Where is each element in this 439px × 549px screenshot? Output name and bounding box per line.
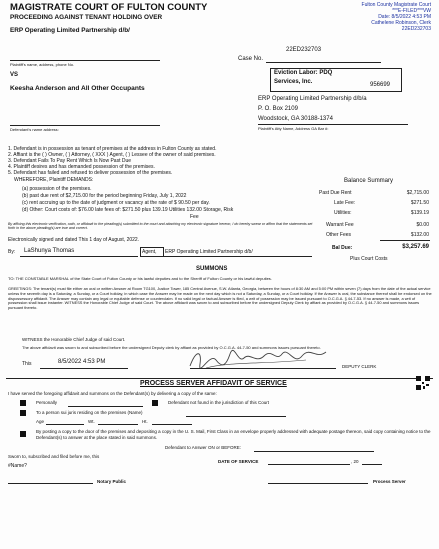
eviction-labor-line-1: Eviction Labor: PDQ	[274, 70, 333, 76]
not-found-label: Defendant not found in the jurisdiction of this Court	[168, 400, 270, 405]
case-number-label: Case No.	[238, 56, 264, 62]
summons-greetings: GREETINGS: The tenant(s) must file either an oral or written Answer at Room TG100, Justice Tower, 185 Central Avenue, S.W. Atlanta, Georgia, between the hours of 8:30 AM and 5:00 PM within seven (7) days from the date of the actual service unless the seventh day is a Saturday, a Sunday, or a Court holiday, in which case the Answer may be made on the next day which is not a Saturday, a Sunday, or a Court holiday. If the Answer is oral, the substance thereof shall be endorsed on the dispossessory affidavit. The Answer may contain any legal or equitable defense or counterclaim. If no valid legal or factual Answer is filed, a writ of possession may be issued pursuant to O.C.G.A. § 44-7-53. If no answer is made, a writ of possession shall issue instanter. WITNESS the Honorable Chief Judge of said Court. The above affidavit was sworn to and subscribed before the undersigned Deputy Clerk by affiant as provided by O.C.G.A. § 44-7-50 and summons issues pursuant thereto.	[8, 286, 432, 311]
process-server-intro: I have served the foregoing affidavit and summons on the Defendant(s) by delivering a copy of the same:	[8, 391, 217, 396]
plaintiff-address-line-1: ERP Operating Limited Partnership d/b/a	[258, 96, 367, 102]
year-rule	[362, 464, 382, 465]
agent-label: Agent,	[142, 249, 157, 255]
defendant-rule	[10, 125, 160, 126]
balance-due-value: $3,257.69	[402, 244, 429, 250]
balance-label-1: Past Due Rent	[319, 190, 352, 196]
plaintiff-sub-label: Plaintiff's name, address, phone No.	[10, 62, 75, 67]
personally-checkbox[interactable]	[20, 400, 26, 406]
balance-label-4: Warrant Fee	[326, 222, 354, 228]
deputy-clerk-label: DEPUTY CLERK	[342, 364, 377, 369]
date-of-service-label: DATE OF SERVICE	[218, 459, 259, 464]
demand-d: (d) Other: Court costs of: $76.00 late fees of: $271.50 plus 139.19 Utilities 132.00 Storage, Risk	[22, 207, 234, 213]
balance-label-3: Utilities:	[334, 210, 352, 216]
summons-witness: WITNESS the Honorable Chief Judge of said Court.	[22, 337, 126, 342]
defendant-sub-label: Defendant's name address:	[10, 127, 59, 132]
vs-label: VS	[10, 72, 19, 78]
balance-value-2: $271.50	[410, 200, 429, 206]
personally-rule	[68, 406, 143, 407]
efile-line-1: Fulton County Magistrate Court	[361, 2, 431, 8]
balance-label-5: Other Fees	[326, 232, 352, 238]
wt-label: Wt.	[88, 419, 95, 424]
date-of-service-rule	[268, 464, 350, 465]
plaintiff-name: ERP Operating Limited Partnership d/b/	[10, 27, 130, 34]
balance-label-2: Late Fee:	[334, 200, 356, 206]
efile-stamp	[362, 2, 431, 32]
agent-rule	[164, 256, 312, 257]
deputy-clerk-rule	[190, 368, 336, 369]
efile-line-4: Cathelene Robinson, Clerk	[371, 20, 431, 26]
allegation-5: 5. Defendant has failed and refused to deliver possession of the premises.	[8, 170, 173, 176]
allegations-list	[8, 146, 216, 176]
age-label: Age	[36, 419, 45, 424]
posting-checkbox[interactable]	[20, 431, 26, 437]
summons-sworn: The above affidavit was sworn to and subscribed before the undersigned Deputy clerk by affiant as provided by O.C.G.A. 44-7-50 and summons issues pursuant thereto.	[22, 345, 321, 350]
demands-intro: WHEREFORE, Plaintiff DEMANDS:	[14, 177, 94, 183]
not-found-checkbox[interactable]	[152, 400, 158, 406]
allegation-4: 4. Plaintiff desires and has demanded possession of the premises.	[8, 164, 155, 170]
case-number-value: 22ED232703	[286, 47, 322, 53]
sui-juris-rule	[186, 416, 286, 417]
section-divider	[6, 378, 433, 379]
demand-a: (a) possession of the premises.	[22, 186, 92, 192]
proceeding-title: PROCEEDING AGAINST TENANT HOLDING OVER	[10, 14, 163, 21]
demand-c: (c) rent accruing up to the date of judgment or vacancy at the rate of $ 90.50 per day.	[22, 200, 210, 206]
plus-court-costs: Plus Court Costs	[350, 256, 388, 262]
summons-this-label: This	[22, 361, 32, 367]
summons-date-rule	[40, 368, 128, 369]
case-number-rule	[266, 62, 381, 63]
sworn-label: Sworn to, subscribed and filed before me, this	[8, 454, 100, 459]
answer-date-label: Defendant to Answer ON or BEFORE:	[165, 445, 242, 450]
notary-rule	[8, 483, 93, 484]
balance-due-label: Bal Due:	[332, 245, 353, 251]
signed-dated-line: Electronically signed and dated This 1 day of August, 2022.	[8, 237, 140, 243]
ht-rule	[152, 424, 192, 425]
qr-code-icon	[416, 376, 430, 390]
plaintiff-rule	[10, 60, 160, 61]
eviction-labor-line-2: Services, Inc.	[274, 79, 313, 85]
summons-to: TO: THE CONSTABLE MARSHAL of the State Court of Fulton County or his lawful deputies and to the Sheriff of Fulton County or his lawful deputies.	[8, 276, 272, 281]
balance-value-1: $2,715.00	[406, 190, 429, 196]
process-server-label: Process Server	[373, 479, 406, 484]
balance-total-rule	[380, 240, 430, 241]
signature-rule	[20, 256, 138, 257]
demand-b: (b) past due rent of $2,715.00 for the period beginning Friday, July 1, 2022	[22, 193, 187, 199]
allegation-3: 3. Defendant Fails To Pay Rent Which Is Now Past Due	[8, 158, 132, 164]
year-label: , 20	[351, 459, 359, 464]
court-title: MAGISTRATE COURT OF FULTON COUNTY	[10, 2, 208, 13]
posting-text: By posting a copy to the door of the premises and depositing a copy in the U. S. Mail, First Class in an envelope properly addressed with adequate postage thereon, said copy containing notice to the Defendant(s) to answer at the place stated in said summons.	[36, 429, 431, 440]
ht-label: Ht.	[142, 419, 148, 424]
wt-rule	[98, 424, 138, 425]
sui-juris-checkbox[interactable]	[20, 410, 26, 416]
balance-value-4: $0.00	[416, 222, 429, 228]
affidavit-statement: By affixing this electronic verification, oath, or affidavit to the pleading(s) submitted to the court and attaching my electronic signature hereon, I do hereby swear or affirm that the statements set forth in the above pleading(s) are true and correct.	[8, 222, 313, 231]
balance-title: Balance Summary	[344, 178, 394, 184]
summons-date: 8/5/2022 4:53 PM	[58, 359, 106, 365]
eviction-labor-code: 956699	[370, 82, 391, 88]
answer-date-rule	[254, 451, 374, 452]
allegation-2: 2. Affiant is the ( ) Owner, ( ) Attorney, ( XXX ) Agent, ( ) Lessee of the owner of said premises.	[8, 152, 216, 158]
balance-value-5: $132.00	[410, 232, 429, 238]
summons-title: SUMMONS	[196, 266, 228, 272]
efile-line-2: ***E-FILED***VW	[392, 8, 431, 14]
allegation-1: 1. Defendant is in possession as tenant of premises at the address in Fulton County as stated.	[8, 146, 217, 152]
efile-line-3: Date: 8/5/2022 4:53 PM	[378, 14, 431, 20]
name-tag: #Name?	[8, 463, 27, 469]
plaintiff-atty-label: Plaintiff's Atty Name, Address GA Bar #:	[258, 126, 329, 131]
balance-value-3: $139.19	[410, 210, 429, 216]
plaintiff-address-rule	[258, 124, 408, 125]
demand-d-fee: Fee	[190, 214, 199, 220]
age-rule	[46, 424, 84, 425]
defendant-name: Keesha Anderson and All Other Occupants	[10, 85, 145, 92]
server-rule	[268, 483, 368, 484]
by-signer-name: LaShunya Thomas	[24, 248, 75, 254]
process-server-title: PROCESS SERVER AFFIDAVIT OF SERVICE	[140, 380, 287, 387]
sui-juris-label: To a person sui juris residing on the premises (Name)	[36, 410, 143, 415]
notary-label: Notary Public	[97, 479, 127, 484]
plaintiff-address-line-2: P. O. Box 2109	[258, 106, 298, 112]
personally-label: Personally	[36, 400, 58, 405]
plaintiff-address-line-3: Woodstock, GA 30188-1374	[258, 116, 333, 122]
efile-line-5: 22ED232703	[401, 26, 431, 32]
agent-for-name: ERP Operating Limited Partnership d/b/	[165, 249, 253, 255]
by-label: By:	[8, 249, 16, 255]
